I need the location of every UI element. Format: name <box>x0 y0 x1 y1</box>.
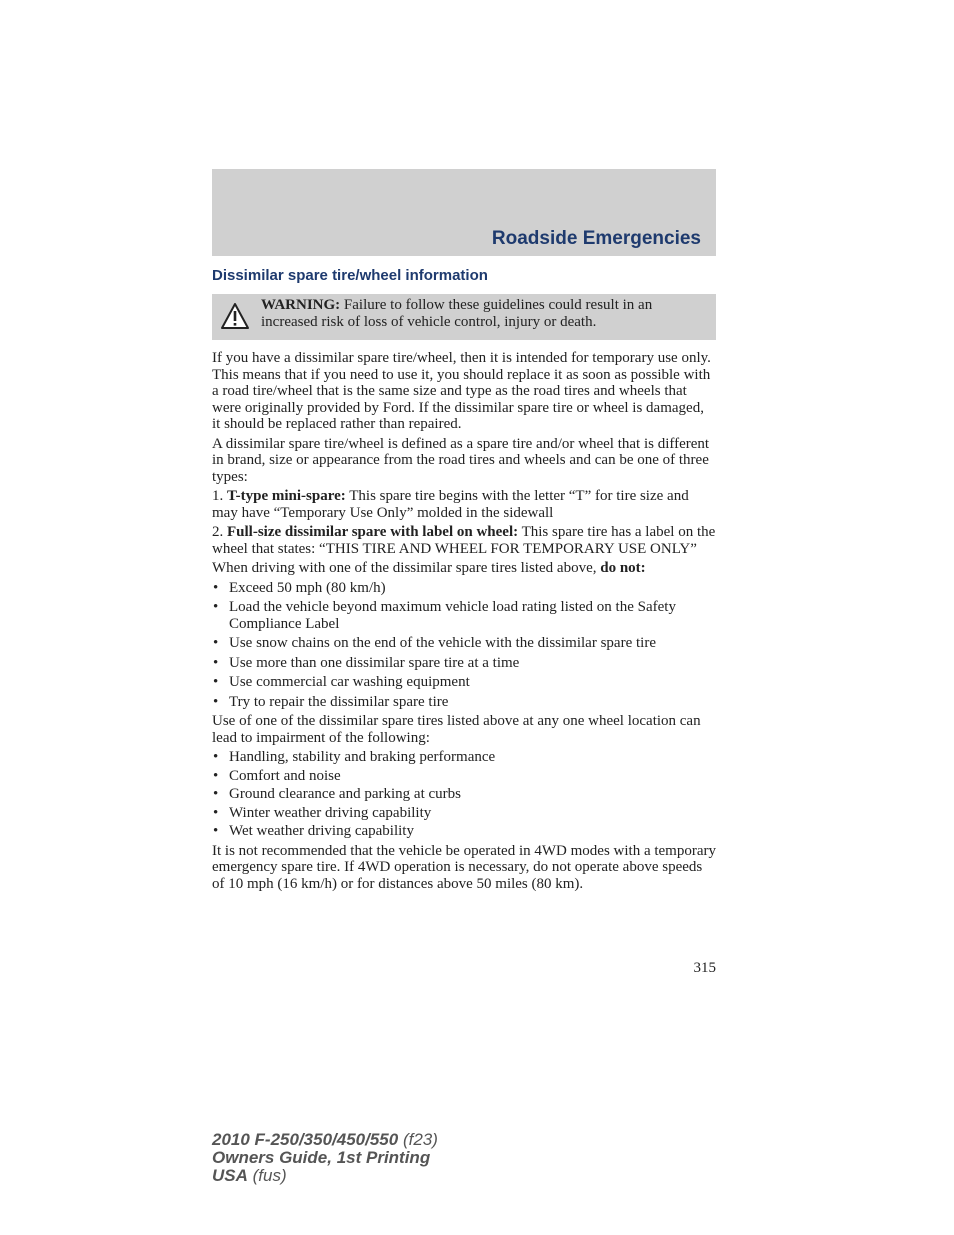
chapter-title: Roadside Emergencies <box>491 228 701 249</box>
type-1-label: T-type mini-spare: <box>227 488 346 504</box>
page-number: 315 <box>693 960 716 976</box>
footer-market: USA <box>212 1166 248 1185</box>
do-not-label: do not: <box>600 560 646 576</box>
impairment-list <box>212 749 716 840</box>
intro-paragraph: If you have a dissimilar spare tire/wheel, then it is intended for temporary use only. This means that if you need to use it, you should replace it as soon as possible with a road tire/wheel that is the same size and type as the road tires and wheels that were originally provided by Ford. If the dissimilar spare tire or wheel is damaged, it should be replaced rather than repaired. <box>212 350 711 432</box>
list-item: • Use commercial car washing equipment <box>212 674 716 691</box>
chapter-header <box>212 169 716 256</box>
warning-message: Failure to follow these guidelines could result in an increased risk of loss of vehicle control, injury or death. <box>261 297 653 330</box>
list-item: • Try to repair the dissimilar spare tire <box>212 694 716 711</box>
list-item: • Winter weather driving capability <box>212 805 716 822</box>
do-not-list <box>212 580 716 711</box>
footer-printing: Owners Guide, 1st Printing <box>212 1148 431 1167</box>
body-content <box>212 350 716 895</box>
warning-label: WARNING: <box>261 297 341 313</box>
footer <box>212 1131 438 1185</box>
definition-paragraph: A dissimilar spare tire/wheel is defined as a spare tire and/or wheel that is different in brand, size or appearance from the road tires and wheels and can be one of three types: <box>212 435 710 485</box>
section-title: Dissimilar spare tire/wheel information <box>212 267 488 284</box>
type-1-number: 1. <box>212 488 227 504</box>
list-item: • Use more than one dissimilar spare tire at a time <box>212 655 716 672</box>
type-1-paragraph <box>212 488 716 521</box>
footer-model-code: (f23) <box>398 1130 438 1149</box>
list-item: • Wet weather driving capability <box>212 823 716 840</box>
list-item: • Handling, stability and braking performance <box>212 749 716 766</box>
4wd-paragraph: It is not recommended that the vehicle be operated in 4WD modes with a temporary emergency spare tire. If 4WD operation is necessary, do not operate above speeds of 10 mph (16 km/h) or for distances above 50 miles (80 km). <box>212 842 717 892</box>
footer-market-line <box>212 1167 438 1185</box>
list-item: • Ground clearance and parking at curbs <box>212 786 716 803</box>
list-item: • Comfort and noise <box>212 768 716 785</box>
type-2-label: Full-size dissimilar spare with label on wheel: <box>227 524 519 540</box>
type-2-paragraph <box>212 524 716 557</box>
warning-triangle-icon <box>220 302 250 330</box>
impairment-intro: Use of one of the dissimilar spare tires listed above at any one wheel location can lead to impairment of the following: <box>212 713 701 746</box>
footer-market-code: (fus) <box>247 1166 287 1185</box>
list-item: • Use snow chains on the end of the vehicle with the dissimilar spare tire <box>212 635 716 652</box>
list-item: • Exceed 50 mph (80 km/h) <box>212 580 716 597</box>
type-2-number: 2. <box>212 524 227 540</box>
footer-model: 2010 F-250/350/450/550 <box>212 1130 399 1149</box>
warning-text <box>261 297 709 331</box>
footer-model-line <box>212 1131 438 1149</box>
type-1-text: This spare tire begins with the letter “T” for tire size and may have “Temporary Use Only” molded in the sidewall <box>212 488 689 521</box>
do-not-intro <box>212 560 716 577</box>
warning-box <box>212 294 716 340</box>
list-item: • Load the vehicle beyond maximum vehicle load rating listed on the Safety Compliance Label <box>212 599 716 632</box>
do-not-intro-text: When driving with one of the dissimilar spare tires listed above, <box>212 560 601 576</box>
type-2-text: This spare tire has a label on the wheel that states: “THIS TIRE AND WHEEL FOR TEMPORARY USE ONLY” <box>212 524 716 557</box>
